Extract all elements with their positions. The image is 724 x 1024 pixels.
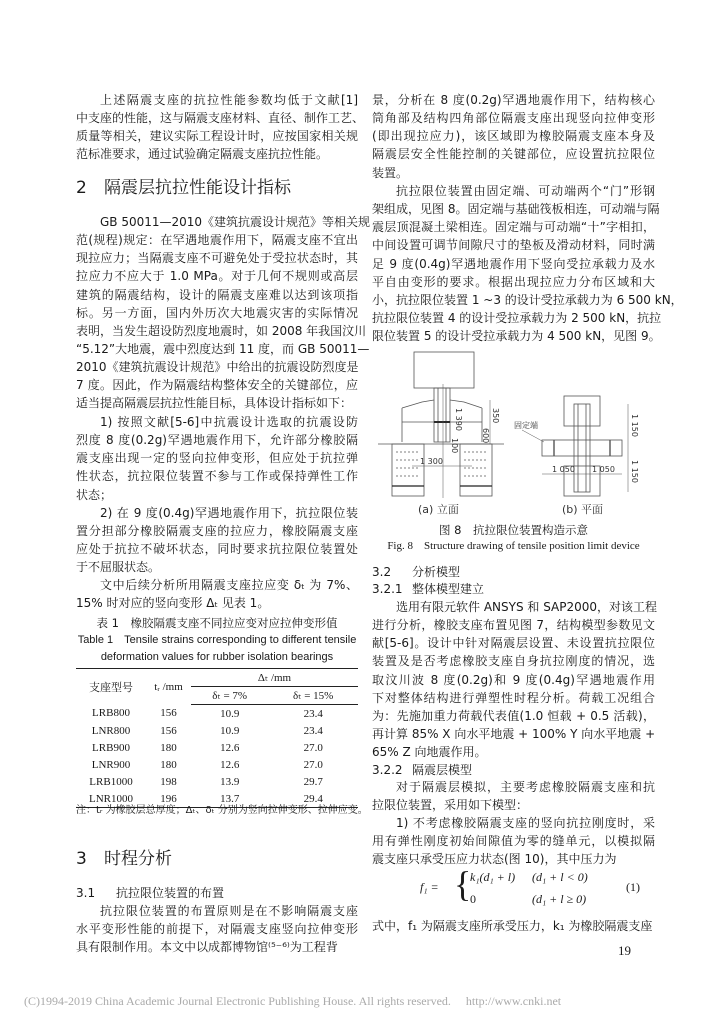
text-line: 置分担部分橡胶隔震支座的拉应力，橡胶隔震支座 — [76, 524, 358, 539]
text-line: 震支座出现一定的竖向拉伸变形，但应处于抗拉弹 — [76, 451, 358, 466]
text-line: 抗拉限位装置 4 的设计受拉承载力为 2 500 kN，抗拉 — [372, 310, 662, 325]
text-line: “5.12”大地震，震中烈度达到 11 度，而 GB 50011— — [76, 341, 370, 356]
section-heading-2 — [76, 177, 291, 199]
text-line: 现拉应力；当隔震支座不可避免处于受拉状态时，其 — [76, 251, 358, 266]
section-number: 3.1 — [76, 886, 96, 900]
text-line: 水平变形性能的前提下，对隔震支座竖向拉伸变形 — [76, 922, 358, 937]
figure-caption-cn: 图 8 抗拉限位装置构造示意 — [439, 523, 588, 537]
brace-icon: { — [454, 864, 472, 904]
paragraph — [372, 91, 655, 182]
table-cell-d15: 23.4 — [303, 724, 323, 737]
table-row — [76, 739, 358, 756]
section-title: 分析模型 — [412, 565, 461, 579]
text-line: GB 50011—2010《建筑抗震设计规范》等相关规 — [100, 215, 371, 229]
text-line: 对于隔震层模拟，主要考虑橡胶隔震支座和抗 — [396, 780, 655, 794]
list-item — [76, 504, 358, 577]
section-title: 隔震层抗拉性能设计指标 — [104, 178, 291, 198]
equation-case: 0 — [470, 892, 476, 906]
text-line: 上述隔震支座的抗拉性能参数均低于文献[1] — [100, 93, 358, 107]
section-title: 抗拉限位装置的布置 — [116, 886, 225, 900]
text-line: 于不屈服状态。 — [76, 560, 161, 575]
text-line: 65% Z 向地震作用。 — [372, 745, 487, 760]
section-number: 3 — [76, 849, 87, 869]
subsection-heading — [76, 884, 224, 902]
figure-8-drawing — [372, 344, 655, 502]
text-line: 建筑的隔震结构，设计的隔震支座难以达到该项指 — [76, 287, 358, 302]
text-line: 15% 时对应的竖向变形 Δₜ 见表 1。 — [76, 596, 270, 611]
paragraph — [76, 213, 371, 413]
text-line: 1) 不考虑橡胶隔震支座的竖向抗拉刚度时，采 — [396, 816, 655, 830]
subsection-heading — [372, 563, 460, 581]
column-header: δₜ = 15% — [268, 687, 358, 705]
table-cell-tr: 156 — [160, 724, 177, 737]
equation-number: (1) — [626, 880, 640, 894]
text-line: 景，分析在 8 度(0.2g)罕遇地震作用下，结构核心 — [372, 93, 655, 107]
table-cell-tr: 198 — [160, 775, 177, 788]
fixed-end-label: 固定端 — [514, 421, 538, 430]
section-number: 2 — [76, 178, 87, 198]
text-line: 筒角部及结构四角部位隔震支座出现竖向拉伸变形 — [372, 111, 655, 126]
subsection-heading — [372, 580, 484, 598]
equation-condition: (d₁ + l ≥ 0) — [532, 892, 587, 906]
list-item — [76, 413, 358, 504]
text-line: 1) 按照文献[5-6]中抗震设计选取的抗震设防 — [100, 415, 358, 429]
table-cell-model: LNR800 — [91, 724, 131, 737]
column-header: 支座型号 — [76, 669, 146, 705]
paragraph — [76, 576, 358, 612]
text-line: 适当提高隔震层抗拉性能目标，具体设计指标如下： — [76, 396, 353, 411]
dim-label: 1 050 — [552, 465, 575, 474]
text-line: 范标准要求，通过试验确定隔震支座抗拉性能。 — [76, 147, 329, 162]
equation-case: k₁(d₁ + l) — [470, 870, 516, 884]
text-line: 装置及是否考虑橡胶支座自身抗拉刚度的情况，选 — [372, 654, 655, 669]
text-line: 具有限制作用。本文中以成都博物馆⁽⁵⁻⁶⁾为工程背 — [76, 940, 338, 955]
text-line: 拉应力不应大于 1.0 MPa。对于几何不规则或高层 — [76, 269, 358, 284]
table-cell-d7: 13.7 — [191, 790, 268, 808]
text-line: 2010《建筑抗震设计规范》中给出的抗震设防烈度是 — [76, 360, 359, 375]
dim-label: 1 050 — [592, 465, 615, 474]
column-header: δₜ = 7% — [191, 687, 268, 705]
column-header: Δₜ /mm — [191, 669, 358, 687]
text-line: 范(规程)规定：在罕遇地震作用下，隔震支座不宜出 — [76, 233, 358, 248]
text-line: 隔震层安全性能控制的关键部位，应设置抗拉限位 — [372, 147, 655, 162]
equation-1 — [372, 866, 655, 912]
subfigure-label-a: (a) 立面 — [418, 503, 459, 516]
text-line: 标。另一方面，国内外历次大地震灾害的实际情况 — [76, 305, 358, 320]
text-line: 表明，当发生超设防烈度地震时，如 2008 年我国汶川 — [76, 323, 367, 338]
section-number: 3.2.2 — [372, 763, 403, 777]
dim-label: 600 — [481, 428, 490, 444]
text-line: 献[5-6]。设计中针对隔震层设置、未设置抗拉限位 — [372, 636, 655, 651]
text-line: 震支座只承受压应力状态(图 10)，其中压力为 — [372, 852, 617, 867]
table-cell-tr: 196 — [146, 790, 191, 808]
table-cell-d15: 27.0 — [303, 741, 323, 754]
text-line: 再计算 85% X 向水平地震 + 100% Y 向水平地震 + — [372, 726, 656, 741]
text-line: 震层顶混凝土梁相连。固定端与可动端“十”字相扣， — [372, 220, 655, 235]
table-caption-en: Table 1 Tensile strains corresponding to different tensile — [77, 634, 357, 646]
dim-label: 1 150 — [630, 460, 639, 483]
table-cell-tr: 180 — [160, 741, 177, 754]
table-cell-d7: 12.6 — [220, 741, 240, 754]
paragraph — [372, 182, 683, 345]
movable-end — [434, 388, 450, 442]
table-caption-cn: 表 1 橡胶隔震支座不同拉应变对应拉伸变形值 — [96, 616, 338, 630]
table-caption-en: deformation values for rubber isolation bearings — [100, 651, 334, 663]
page-number: 19 — [618, 943, 631, 958]
table-cell-d15: 27.0 — [303, 758, 323, 771]
top-beam — [414, 352, 474, 388]
paragraph — [372, 598, 658, 761]
section-title: 隔震层模型 — [412, 763, 473, 777]
data-table — [76, 668, 358, 808]
equation-condition: (d₁ + l < 0) — [532, 870, 588, 884]
paragraph — [76, 902, 358, 956]
dim-label: 100 — [450, 438, 459, 454]
text-line: 选用有限元软件 ANSYS 和 SAP2000，对该工程 — [396, 600, 658, 614]
table-cell-d7: 13.9 — [220, 775, 240, 788]
table-cell-model: LRB900 — [92, 741, 130, 754]
paragraph — [372, 917, 655, 935]
subfigure-label-b: (b) 平面 — [562, 503, 604, 516]
text-line: 文中后续分析所用隔震支座拉应变 δₜ 为 7%、 — [100, 578, 358, 592]
section-title: 整体模型建立 — [412, 582, 485, 596]
subsection-heading — [372, 761, 472, 779]
text-line: 小，抗拉限位装置 1 ~3 的设计受拉承载力为 6 500 kN， — [372, 292, 683, 307]
table-row — [76, 773, 358, 790]
text-line: 装置。 — [372, 165, 409, 180]
text-line: 中支座的性能，这与隔震支座材料、直径、制作工艺、 — [76, 111, 365, 126]
table-cell-model: LRB1000 — [89, 775, 133, 788]
text-line: 用有弹性刚度初始间隙值为零的缝单元，以模拟隔 — [372, 834, 655, 849]
dim-label: 1 300 — [420, 457, 443, 466]
text-line: 限位装置 5 的设计受拉承载力为 4 500 kN，见图 9。 — [372, 329, 661, 344]
text-line: 平自由变形的要求。根据出现拉应力分布区域和大 — [372, 274, 655, 289]
text-line: 为：先施加重力荷载代表值(1.0 恒载 + 0.5 活载)， — [372, 708, 655, 723]
section-number: 3.2.1 — [372, 582, 403, 596]
dim-label: 1 150 — [630, 414, 639, 437]
table-cell-d7: 10.9 — [220, 707, 240, 720]
text-line: 抗拉限位装置的布置原则是在不影响隔震支座 — [100, 904, 358, 918]
text-line: 中间设置可调节间隙尺寸的垫板及滑动材料，同时满 — [372, 238, 655, 253]
equation-lhs: f₁ = — [420, 880, 439, 894]
column-header: tᵣ /mm — [146, 669, 191, 705]
elevation-view — [378, 352, 504, 498]
figure-caption-en: Fig. 8 Structure drawing of tensile position limit device — [387, 540, 640, 552]
text-line: 质量等相关，建议实际工程设计时，应按国家相关规 — [76, 129, 358, 144]
table-cell-d15: 29.7 — [303, 775, 323, 788]
section-heading-3 — [76, 848, 172, 870]
text-line: 拉限位装置，采用如下模型： — [372, 798, 529, 813]
movable-beam — [574, 404, 590, 492]
text-line: (即出现拉应力)，该区域即为橡胶隔震支座本身及 — [372, 129, 655, 144]
section-number: 3.2 — [372, 565, 392, 579]
table-row — [76, 722, 358, 739]
text-line: 烈度 8 度(0.2g)罕遇地震作用下，允许部分橡胶隔 — [76, 433, 358, 448]
paragraph — [76, 91, 365, 164]
table-cell-tr: 156 — [160, 707, 177, 720]
text-line: 性状态，抗拉限位装置不参与工作或保持弹性工作 — [76, 469, 358, 484]
table-cell-model: LRB800 — [92, 707, 130, 720]
text-line: 架组成，见图 8。固定端与基础筏板相连，可动端与隔 — [372, 202, 660, 217]
text-line: 7 度。因此，作为隔震结构整体安全的关键部位，应 — [76, 378, 358, 393]
text-line: 足 9 度(0.4g)罕遇地震作用下竖向受拉承载力及水 — [372, 256, 655, 271]
table-cell-model: LNR1000 — [76, 790, 146, 808]
text-line: 下对整体结构进行弹塑性时程分析。荷载工况组合 — [372, 690, 655, 705]
list-item — [372, 814, 655, 868]
copyright-footer: (C)1994-2019 China Academic Journal Electronic Publishing House. All rights reserved. http://www.cnki.net — [24, 994, 562, 1008]
text-line: 应处于抗拉不破坏状态，同时要求抗拉限位装置处 — [76, 542, 358, 557]
table-cell-d7: 10.9 — [220, 724, 240, 737]
table-cell-tr: 180 — [160, 758, 177, 771]
table-cell-d7: 12.6 — [220, 758, 240, 771]
text-line: 状态； — [76, 487, 113, 502]
plan-view — [514, 396, 639, 496]
text-line: 进行分析，橡胶支座布置见图 7，结构模型参数见文 — [372, 618, 655, 633]
table-cell-model: LNR900 — [91, 758, 131, 771]
table-row — [76, 705, 358, 723]
text-line: 2) 在 9 度(0.4g)罕遇地震作用下，抗拉限位装 — [100, 506, 358, 520]
table-cell-d15: 29.4 — [268, 790, 358, 808]
dim-label: 1 390 — [454, 408, 463, 431]
section-title: 时程分析 — [104, 849, 172, 869]
paragraph — [372, 778, 655, 814]
table-cell-d15: 23.4 — [303, 707, 323, 720]
text-line: 抗拉限位装置由固定端、可动端两个“门”形钢 — [396, 184, 655, 198]
table-note: 注：tᵣ 为橡胶层总厚度；Δₜ、δₜ 分别为竖向拉伸变形、拉伸应变。 — [76, 805, 368, 816]
table-row — [76, 756, 358, 773]
text-line: 取汶川波 8 度(0.2g)和 9 度(0.4g)罕遇地震作用 — [372, 672, 655, 687]
dim-label: 350 — [491, 408, 500, 424]
text-line: 式中，f₁ 为隔震支座所承受压力，k₁ 为橡胶隔震支座 — [372, 919, 653, 933]
